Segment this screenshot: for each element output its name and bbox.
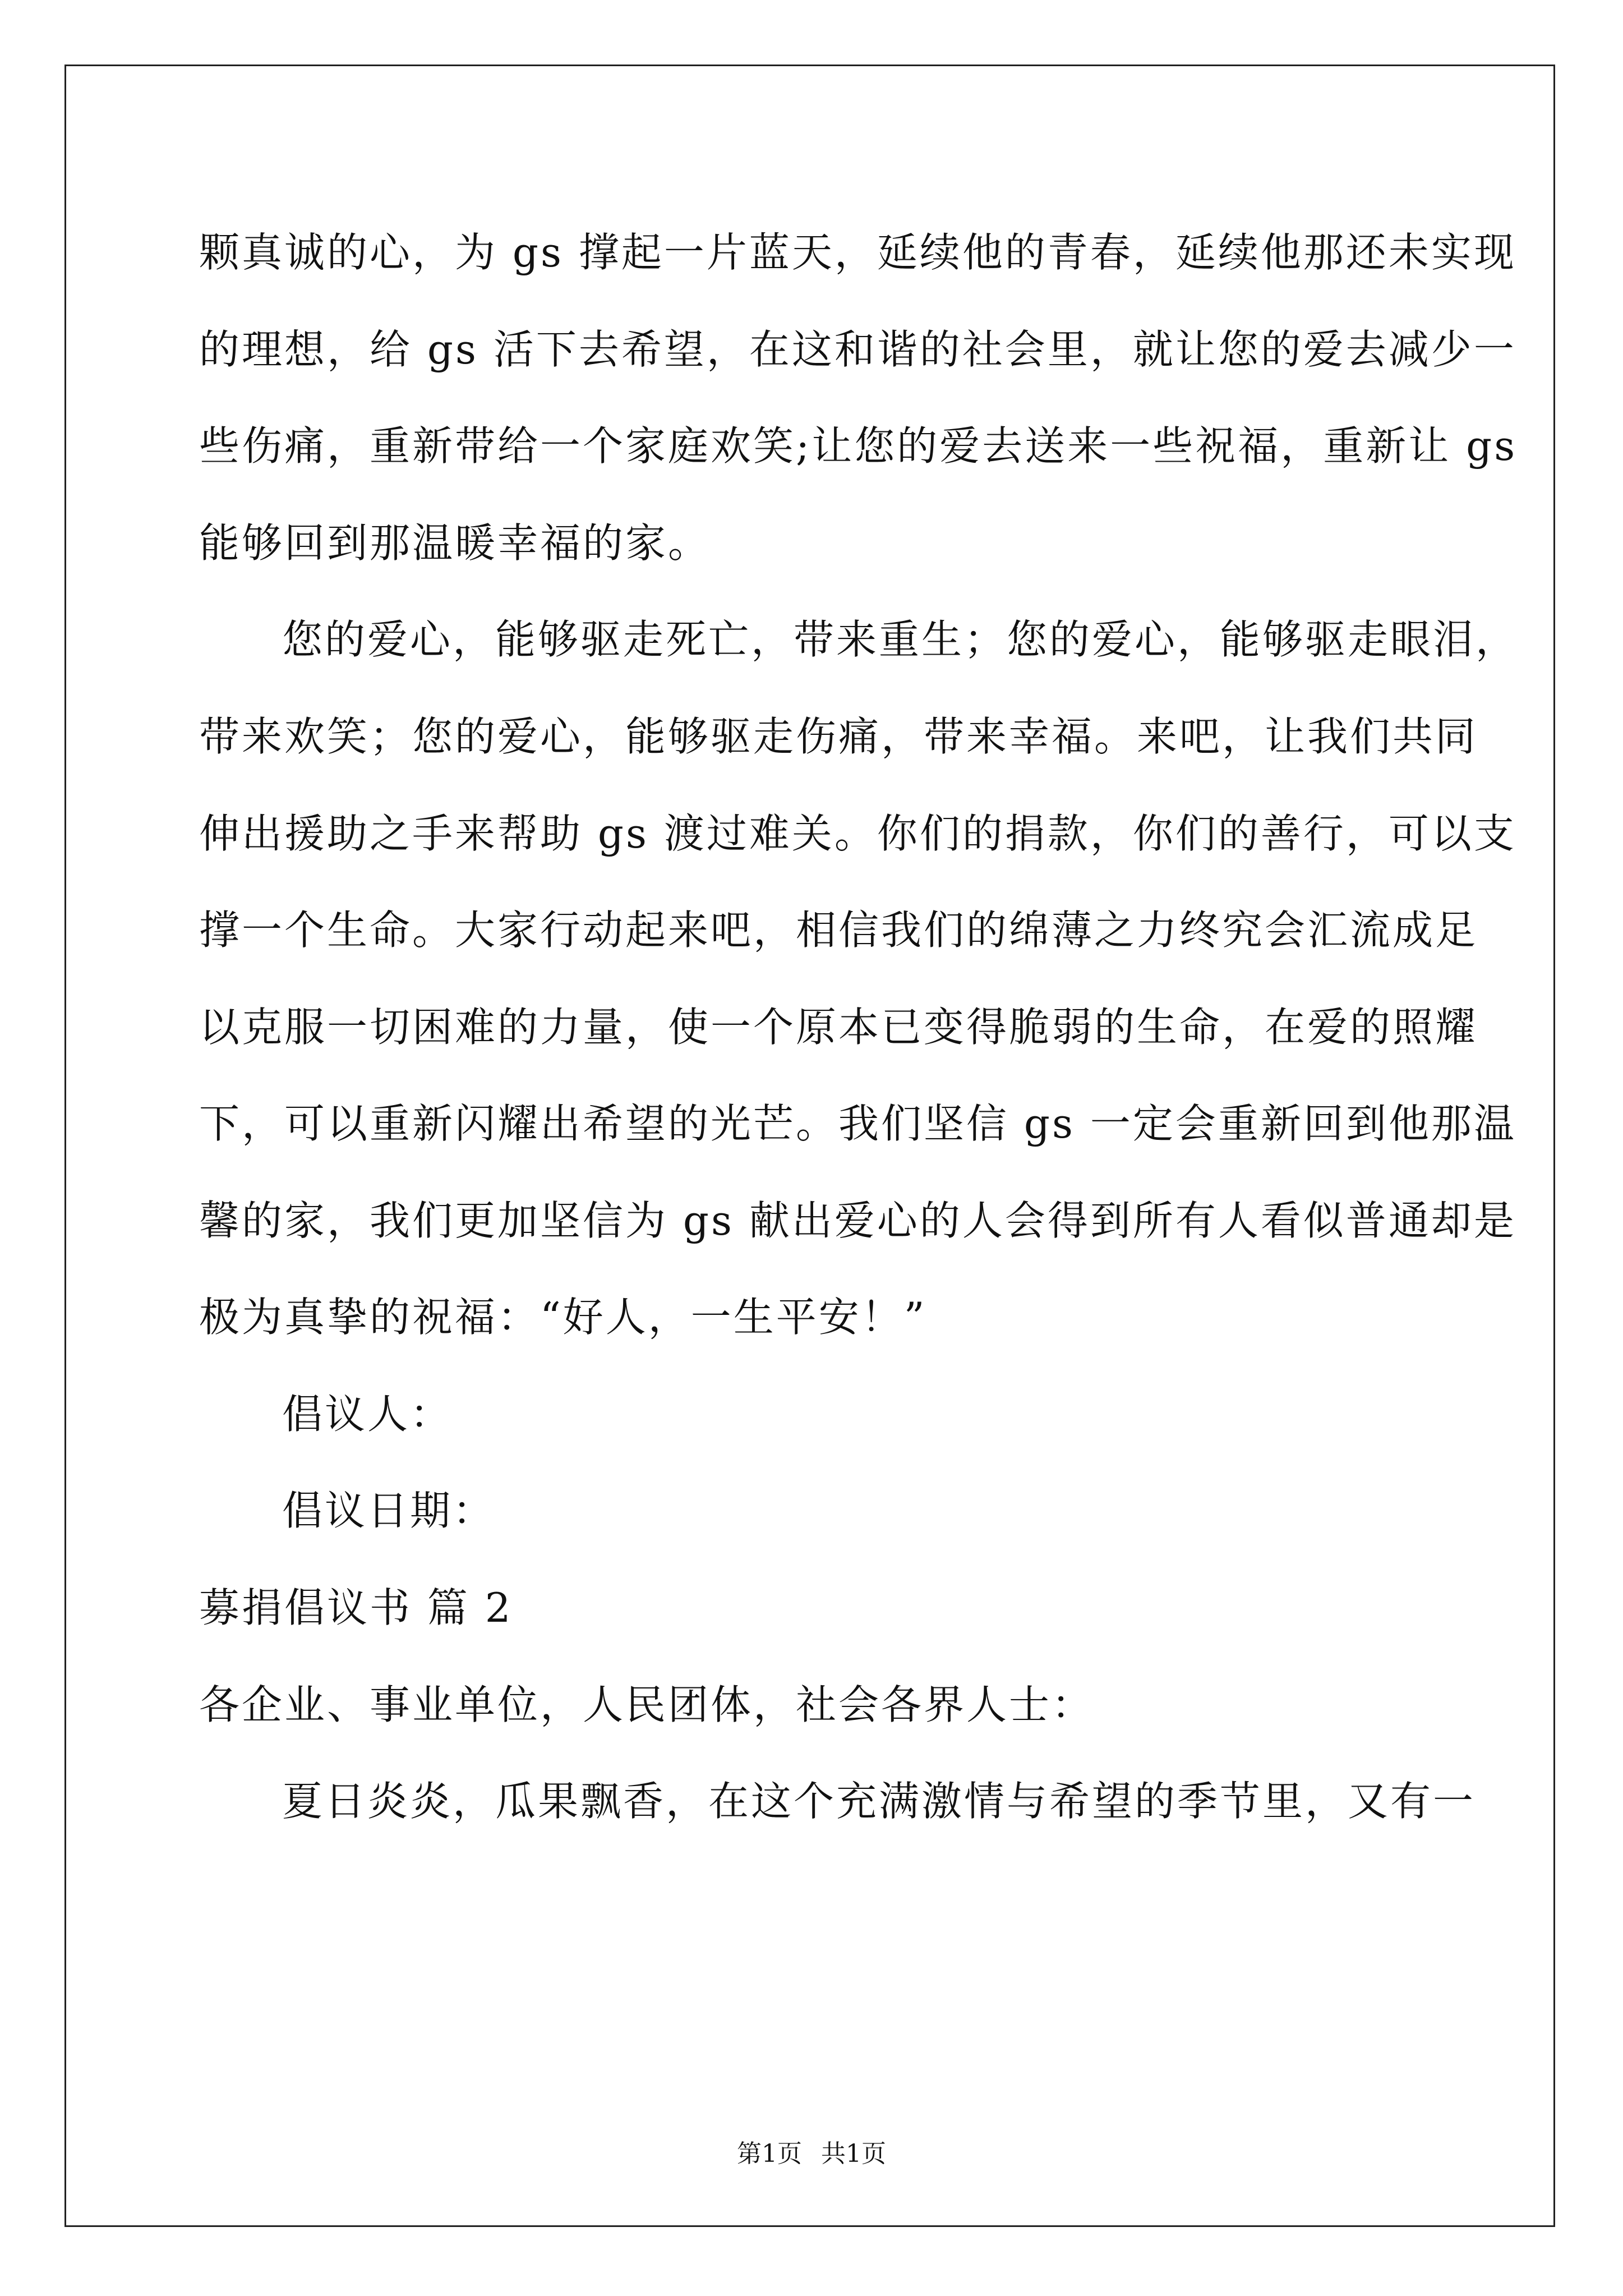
text-line: 些伤痛，重新带给一个家庭欢笑;让您的爱去送来一些祝福，重新让 gs <box>199 422 1518 470</box>
text-line: 您的爱心，能够驱走死亡，带来重生；您的爱心，能够驱走眼泪， <box>282 616 1519 663</box>
text-line: 的理想，给 gs 活下去希望，在这和谐的社会里，就让您的爱去减少一 <box>199 326 1516 373</box>
text-line: 馨的家，我们更加坚信为 gs 献出爱心的人会得到所有人看似普通却是 <box>199 1197 1516 1244</box>
text-line: 颗真诚的心，为 gs 撑起一片蓝天，延续他的青春，延续他那还未实现 <box>199 229 1516 276</box>
page-total: 共1页 <box>821 2139 886 2168</box>
section-heading: 募捐倡议书 篇 2 <box>199 1584 513 1631</box>
text-line: 夏日炎炎，瓜果飘香，在这个充满激情与希望的季节里，又有一 <box>282 1778 1476 1825</box>
text-line: 伸出援助之手来帮助 gs 渡过难关。你们的捐款，你们的善行，可以支 <box>199 810 1516 857</box>
page-footer <box>0 2137 1623 2171</box>
text-line: 带来欢笑；您的爱心，能够驱走伤痛，带来幸福。来吧，让我们共同 <box>199 713 1478 760</box>
page-number: 第1页 <box>737 2139 802 2168</box>
text-line: 极为真挚的祝福：“好人，一生平安！” <box>199 1294 927 1341</box>
text-line: 以克服一切困难的力量，使一个原本已变得脆弱的生命，在爱的照耀 <box>199 1004 1478 1051</box>
text-line: 下，可以重新闪耀出希望的光芒。我们坚信 gs 一定会重新回到他那温 <box>199 1100 1516 1147</box>
text-line: 撑一个生命。大家行动起来吧，相信我们的绵薄之力终究会汇流成足 <box>199 907 1478 954</box>
text-line: 能够回到那温暖幸福的家。 <box>199 519 711 567</box>
salutation: 各企业、事业单位，人民团体，社会各界人士： <box>199 1681 1095 1728</box>
date-label: 倡议日期： <box>282 1487 496 1534</box>
signatory-label: 倡议人： <box>282 1391 453 1438</box>
